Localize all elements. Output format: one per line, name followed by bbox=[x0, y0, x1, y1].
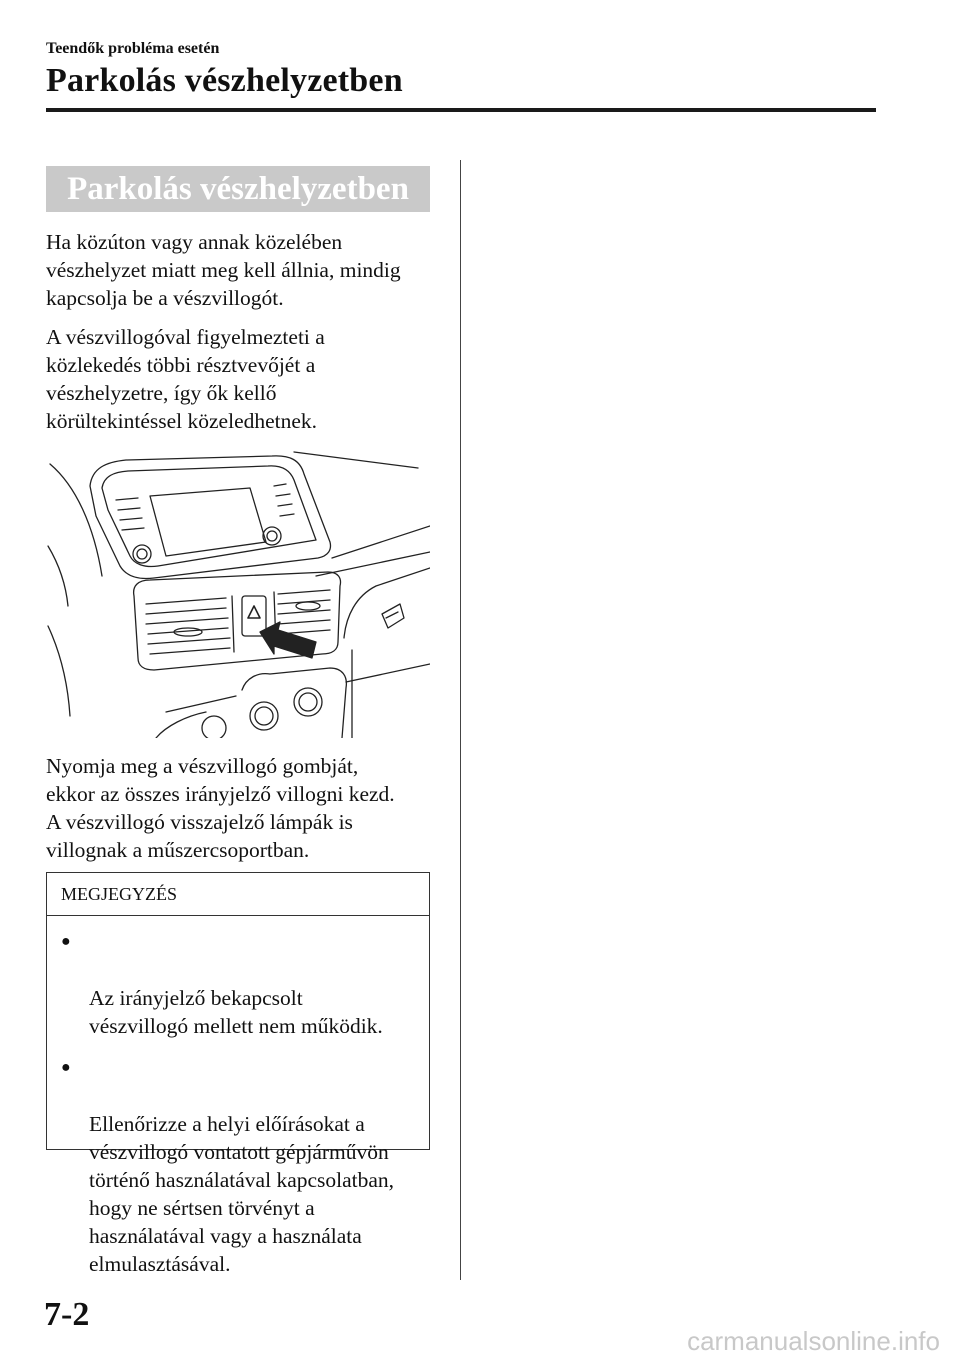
warning-paragraph: A vészvillogóval figyelmezteti a közlekedés többi résztvevőjét a vészhelyzetre, így ők kellő körültekintéssel közeledhetnek. bbox=[46, 325, 325, 433]
pointer-arrow-icon bbox=[260, 622, 316, 658]
column-divider bbox=[460, 160, 461, 1280]
note-item bbox=[47, 1054, 429, 1278]
note-item-text: Ellenőrizze a helyi előírásokat a vészvillogó vontatott gépjárművön történő használatával kapcsolatban, hogy ne sértsen törvényt a használatával vagy a használata elmulasztásával. bbox=[89, 1112, 395, 1276]
dashboard-illustration bbox=[46, 446, 430, 738]
section-heading: Parkolás vészhelyzetben bbox=[46, 166, 430, 212]
note-item bbox=[47, 928, 429, 1040]
instruction-paragraph: Nyomja meg a vészvillogó gombját, ekkor az összes irányjelző villogni kezd. A vészvillogó visszajelző lámpák is villognak a műszercsoportban. bbox=[46, 754, 395, 862]
note-item-text: Az irányjelző bekapcsolt vészvillogó mellett nem működik. bbox=[89, 986, 383, 1038]
note-box bbox=[46, 872, 430, 1276]
header-rule bbox=[46, 108, 876, 112]
page-title: Parkolás vészhelyzetben bbox=[46, 62, 403, 99]
bullet-icon: ● bbox=[61, 933, 71, 950]
hazard-button-icon bbox=[242, 596, 266, 636]
intro-paragraph: Ha közúton vagy annak közelében vészhelyzet miatt meg kell állnia, mindig kapcsolja be a vészvillogót. bbox=[46, 230, 401, 310]
chapter-title: Teendők probléma esetén bbox=[46, 40, 220, 57]
note-list bbox=[47, 928, 429, 1278]
watermark: carmanualsonline.info bbox=[687, 1326, 940, 1356]
page-number: 7-2 bbox=[44, 1296, 90, 1333]
note-heading: MEGJEGYZÉS bbox=[47, 873, 429, 916]
bullet-icon: ● bbox=[61, 1059, 71, 1076]
